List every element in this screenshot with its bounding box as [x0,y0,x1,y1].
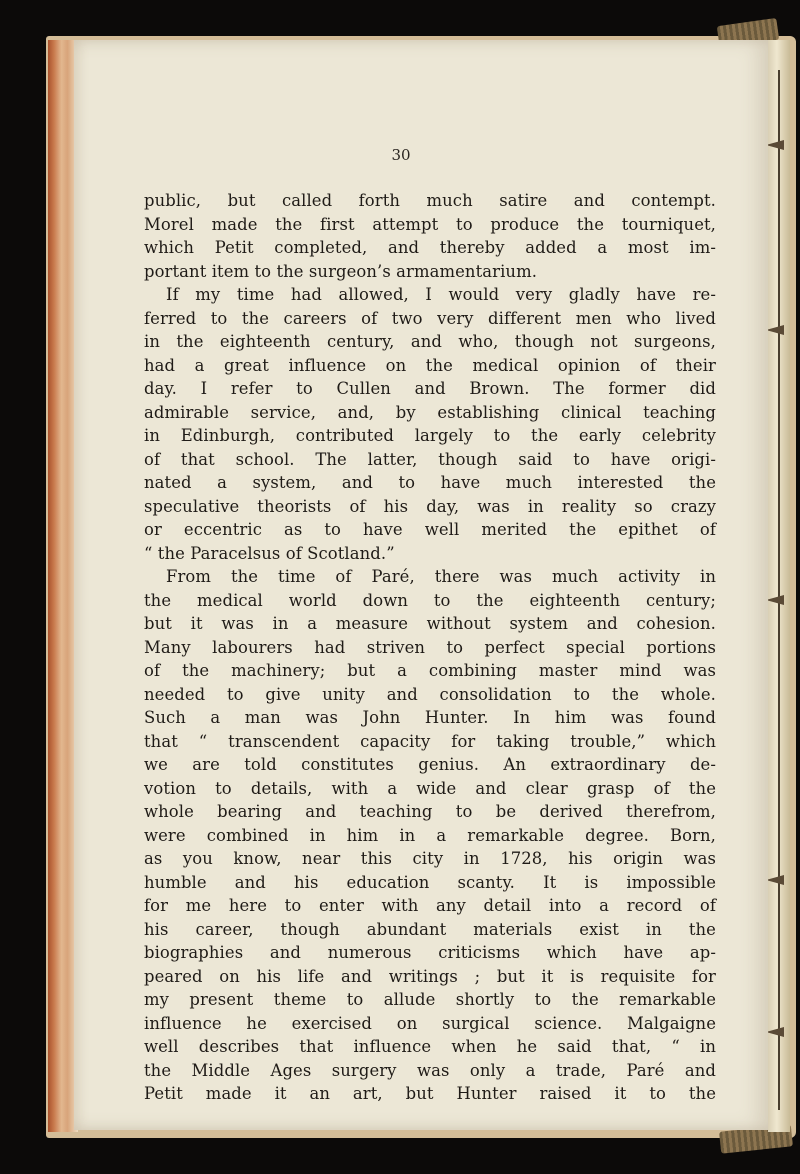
text-line: votion to details, with a wide and clear grasp of the [144,778,716,798]
text-line: had a great influence on the medical opinion of their [144,355,716,375]
text-line: influence he exercised on surgical science. Malgaigne [144,1013,716,1033]
text-line: speculative theorists of his day, was in reality so crazy [144,496,716,516]
text-line: well describes that influence when he said that, “ in [144,1037,716,1056]
text-line: that “ transcendent capacity for taking trouble,” which [144,731,716,751]
text-line: “ the Paracelsus of Scotland.” [144,543,395,563]
text-line: of the machinery; but a combining master mind was [144,661,716,680]
text-line: If my time had allowed, I would very gladly have re- [166,285,716,304]
text-line: Such a man was John Hunter. In him was found [144,708,716,727]
text-line: nated a system, and to have much interested the [144,473,716,492]
text-line: whole bearing and teaching to be derived therefrom, [144,802,716,821]
text-line: were combined in him in a remarkable degree. Born, [144,825,716,845]
text-line: of that school. The latter, though said to have origi- [144,449,716,469]
text-line: day. I refer to Cullen and Brown. The former did [144,379,716,398]
text-line: as you know, near this city in 1728, his origin was [144,849,716,868]
text-line: or eccentric as to have well merited the epithet of [144,520,716,539]
text-line: but it was in a measure without system and cohesion. [144,614,716,633]
body-text [144,189,716,1106]
text-line: the medical world down to the eighteenth century; [144,590,716,610]
text-line: we are told constitutes genius. An extraordinary de- [144,755,716,774]
book-page [74,40,768,1130]
text-line: in the eighteenth century, and who, though not surgeons, [144,332,716,351]
text-line: peared on his life and writings ; but it is requisite for [144,966,716,986]
page-number: 30 [391,146,411,164]
text-line: needed to give unity and consolidation to the whole. [144,684,716,704]
text-line: his career, though abundant materials exist in the [144,919,716,939]
text-line: Petit made it an art, but Hunter raised it to the [144,1084,716,1103]
text-line: in Edinburgh, contributed largely to the early celebrity [144,426,716,445]
text-line: public, but called forth much satire and contempt. [144,191,716,210]
text-line: ferred to the careers of two very different men who lived [144,308,716,328]
text-line: From the time of Paré, there was much activity in [166,567,716,586]
text-line: humble and his education scanty. It is impossible [144,872,716,892]
text-line: the Middle Ages surgery was only a trade, Paré and [144,1060,716,1080]
text-line: biographies and numerous criticisms which have ap- [144,943,716,962]
text-line: for me here to enter with any detail into a record of [144,896,716,915]
text-line: Many labourers had striven to perfect special portions [144,637,716,657]
text-line: Morel made the first attempt to produce the tourniquet, [144,214,716,234]
text-line: which Petit completed, and thereby added a most im- [144,238,716,257]
text-line: my present theme to allude shortly to the remarkable [144,990,716,1009]
text-line: admirable service, and, by establishing clinical teaching [144,402,716,422]
text-line: portant item to the surgeon’s armamentarium. [144,261,538,281]
spine-line [778,70,780,1110]
